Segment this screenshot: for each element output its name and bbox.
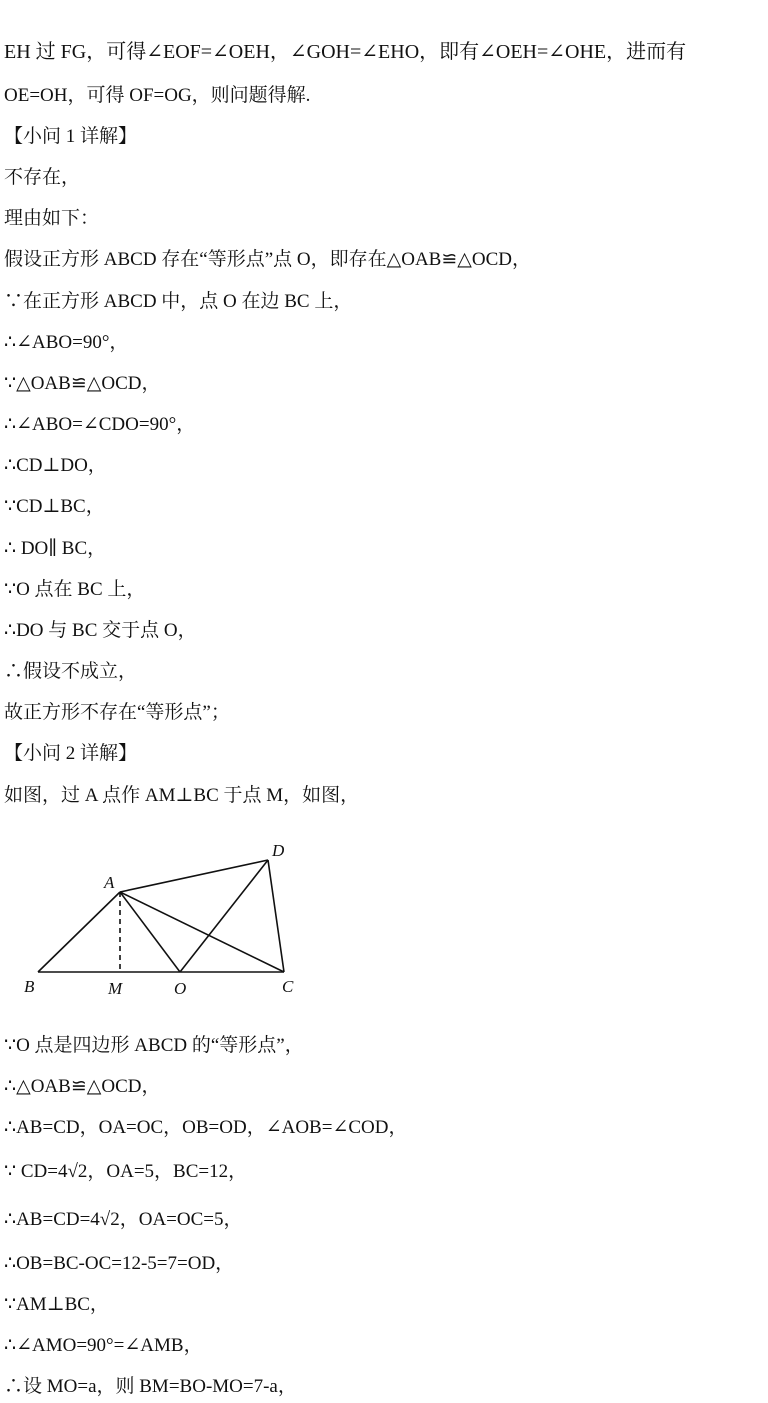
segment-AB — [38, 892, 120, 972]
label-A: A — [104, 873, 115, 892]
text-line-10: ∴∠ABO=∠CDO=90°， — [4, 414, 196, 435]
text-line-2: OE=OH，可得 OF=OG，则问题得解. — [4, 85, 311, 106]
segment-AO — [120, 892, 180, 972]
label-O: O — [174, 979, 187, 998]
segment-AC — [120, 892, 284, 972]
text-line-20: ∵O 点是四边形 ABCD 的“等形点”， — [4, 1035, 304, 1056]
geometry-figure — [14, 836, 314, 1006]
text-line-12: ∵CD⊥BC， — [4, 496, 105, 517]
section-heading-q2: 【小问 2 详解】 — [4, 743, 138, 764]
text-line-7: ∵在正方形 ABCD 中，点 O 在边 BC 上， — [4, 291, 353, 312]
text-line-1: EH 过 FG，可得∠EOF=∠OEH，∠GOH=∠EHO，即有∠OEH=∠OHE，进而有 — [4, 41, 687, 63]
text-line-9: ∵△OAB≌△OCD， — [4, 373, 161, 394]
quadrilateral-diagram — [14, 836, 314, 1006]
text-line-23: ∵ CD=4√2，OA=5，BC=12， — [4, 1161, 248, 1182]
segment-DC — [268, 860, 284, 972]
text-line-17: 故正方形不存在“等形点”； — [4, 702, 230, 723]
section-heading-q1: 【小问 1 详解】 — [4, 126, 138, 147]
text-line-13: ∴ DO∥ BC， — [4, 538, 107, 559]
text-line-14: ∵O 点在 BC 上， — [4, 579, 146, 600]
text-line-8: ∴∠ABO=90°， — [4, 332, 129, 353]
label-M: M — [108, 979, 123, 998]
text-line-15: ∴DO 与 BC 交于点 O， — [4, 620, 197, 641]
text-line-19: 如图，过 A 点作 AM⊥BC 于点 M，如图， — [4, 785, 360, 806]
text-line-5: 理由如下： — [4, 208, 100, 229]
text-line-22: ∴AB=CD，OA=OC，OB=OD，∠AOB=∠COD， — [4, 1117, 408, 1138]
text-line-25: ∴OB=BC-OC=12-5=7=OD， — [4, 1253, 235, 1274]
text-line-28: ∴设 MO=a，则 BM=BO-MO=7-a， — [4, 1376, 297, 1397]
text-line-26: ∵AM⊥BC， — [4, 1294, 109, 1315]
text-line-27: ∴∠AMO=90°=∠AMB， — [4, 1335, 203, 1356]
text-line-11: ∴CD⊥DO， — [4, 455, 107, 476]
text-line-24: ∴AB=CD=4√2，OA=OC=5， — [4, 1209, 243, 1230]
text-line-21: ∴△OAB≌△OCD， — [4, 1076, 161, 1097]
label-C: C — [282, 977, 294, 996]
label-D: D — [272, 841, 285, 860]
text-line-4: 不存在， — [4, 167, 81, 188]
text-line-6: 假设正方形 ABCD 存在“等形点”点 O，即存在△OAB≌△OCD， — [4, 249, 532, 270]
label-B: B — [24, 977, 35, 996]
text-line-16: ∴假设不成立， — [4, 661, 138, 682]
